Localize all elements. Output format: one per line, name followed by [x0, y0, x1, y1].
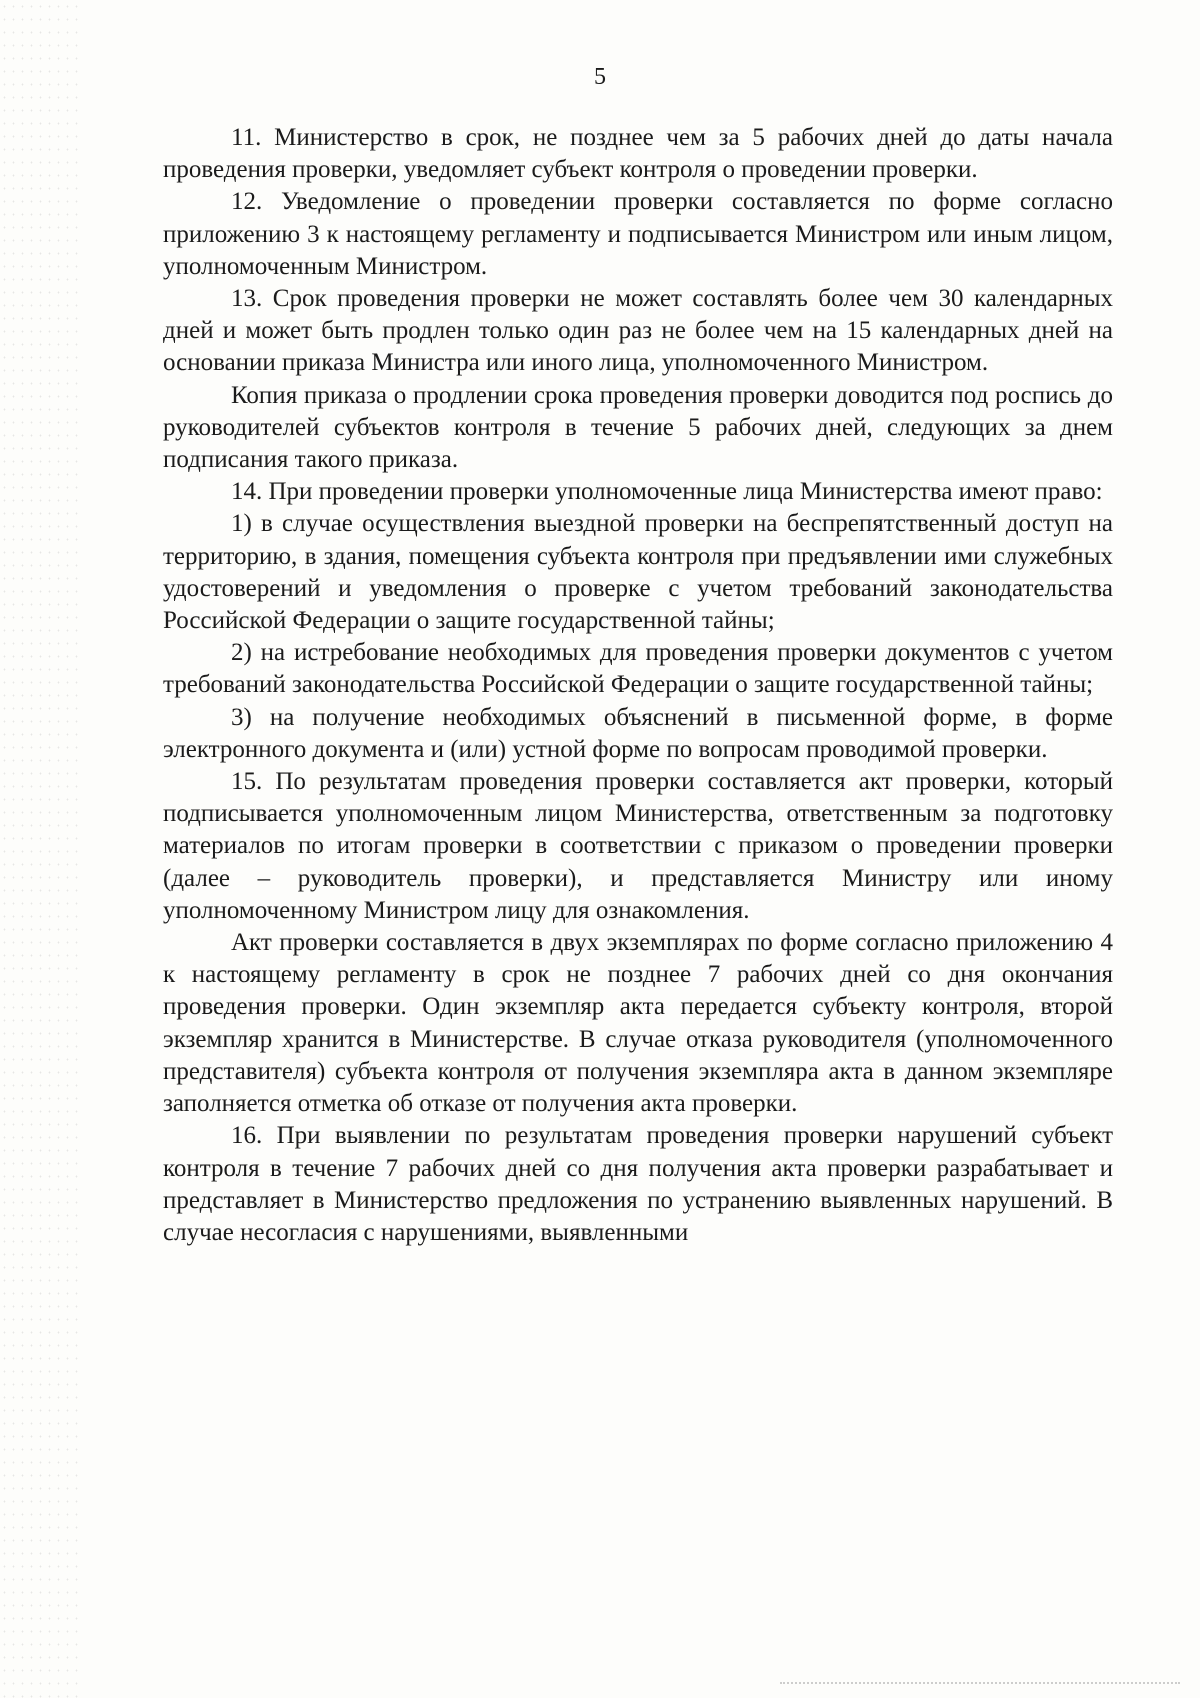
paragraph-16: 16. При выявлении по результатам проведения проверки нарушений субъект контроля в течение 7 рабочих дней со дня получения акта проверки разрабатывает и представляет в Министерство предложения по устранению выявленных нарушений. В случае несогласия с нарушениями, выявленными: [163, 1122, 1113, 1246]
paragraph-12: 12. Уведомление о проведении проверки составляется по форме согласно приложению 3 к настоящему регламенту и подписывается Министром или иным лицом, уполномоченным Министром.: [163, 188, 1113, 280]
paragraph-13: 13. Срок проведения проверки не может составлять более чем 30 календарных дней и может быть продлен только один раз не более чем на 15 календарных дней на основании приказа Министра или иного лица, уполномоченного Министром.: [163, 285, 1113, 377]
document-body: [163, 122, 1113, 1249]
paragraph-14: 14. При проведении проверки уполномоченные лица Министерства имеют право:: [231, 478, 1103, 506]
paragraph-14-item-2: 2) на истребование необходимых для проведения проверки документов с учетом требований законодательства Российской Федерации о защите государственной тайны;: [163, 639, 1113, 699]
paragraph-15-act: Акт проверки составляется в двух экземплярах по форме согласно приложению 4 к настоящему регламенту в срок не позднее 7 рабочих дней со дня окончания проведения проверки. Один экземпляр акта передается субъекту контроля, второй экземпляр хранится в Министерстве. В случае отказа руководителя (уполномоченного представителя) субъекта контроля от получения экземпляра акта в данном экземпляре заполняется отметка об отказе от получения акта проверки.: [163, 929, 1113, 1118]
paragraph-14-item-3: 3) на получение необходимых объяснений в письменной форме, в форме электронного документа и (или) устной форме по вопросам проводимой проверки.: [163, 703, 1113, 763]
page-number: 5: [594, 64, 606, 90]
paragraph-13-copy-order: Копия приказа о продлении срока проведения проверки доводится под роспись до руководителей субъектов контроля в течение 5 рабочих дней, следующих за днем подписания такого приказа.: [163, 381, 1113, 474]
paragraph-15: 15. По результатам проведения проверки составляется акт проверки, который подписывается уполномоченным лицом Министерства, ответственным за подготовку материалов по итогам проверки в соответствии с приказом о проведении проверки (далее – руководитель проверки), и представляется Министру или иному уполномоченному Министром лицу для ознакомления.: [163, 768, 1113, 924]
scan-noise-left: [0, 0, 80, 1698]
paragraph-14-item-1: 1) в случае осуществления выездной проверки на беспрепятственный доступ на территорию, в здания, помещения субъекта контроля при предъявлении ими служебных удостоверений и уведомления о проверке с учетом требований законодательства Российской Федерации о защите государственной тайны;: [163, 510, 1113, 635]
scan-edge-bottom: [780, 1682, 1180, 1684]
paragraph-11: 11. Министерство в срок, не позднее чем за 5 рабочих дней до даты начала проведения проверки, уведомляет субъект контроля о проведении проверки.: [163, 124, 1113, 184]
